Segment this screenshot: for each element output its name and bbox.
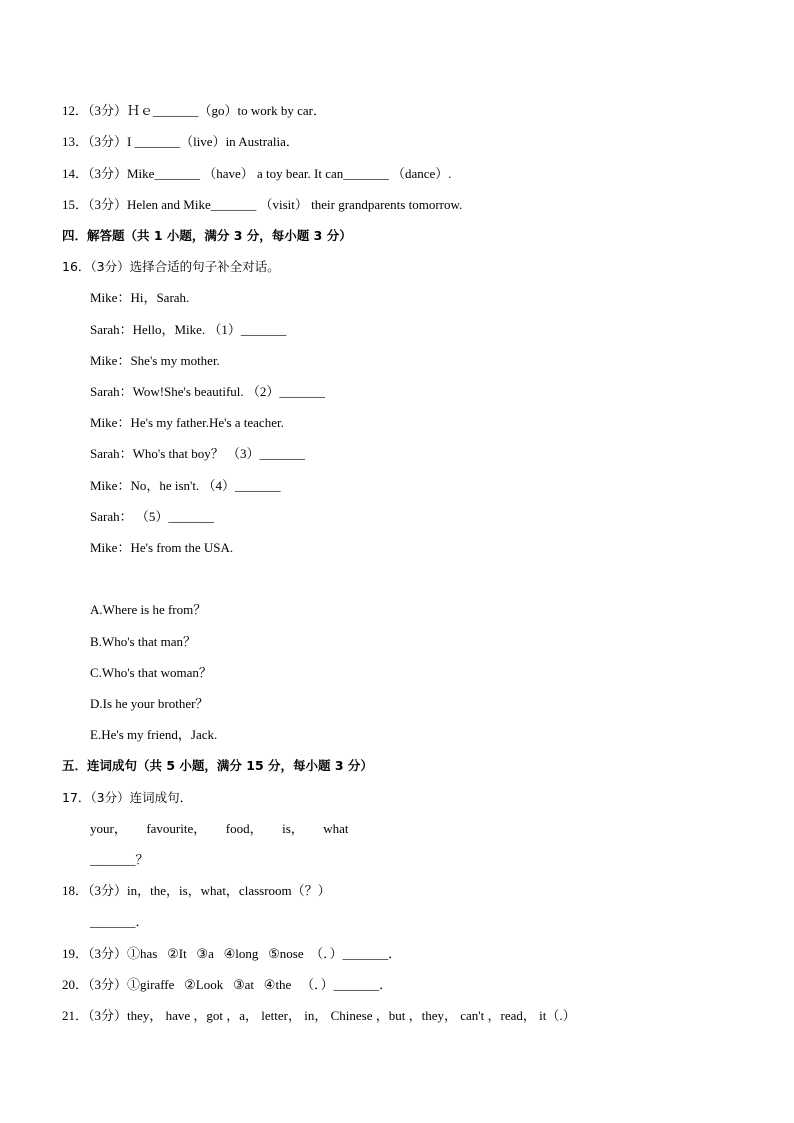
question-14: 14．（3分）Mike_______ （have） a toy bear. It can_______ （dance）. bbox=[62, 166, 452, 181]
question-13: 13．（3分）I _______（live）in Australia． bbox=[62, 134, 299, 149]
question-16: 16．（3分）选择合适的句子补全对话。 bbox=[62, 259, 280, 274]
question-17-words: your， favourite， food， is， what bbox=[90, 821, 349, 836]
question-19: 19．（3分）①has ②It ③a ④long ⑤nose （．）_______． bbox=[62, 946, 402, 961]
question-12: 12．（3分）Ｈｅ_______（go）to work by car． bbox=[62, 103, 326, 118]
dialog-line: Mike：No，he isn't. （4）_______ bbox=[90, 478, 281, 493]
question-18-answer-blank: _______． bbox=[90, 914, 149, 929]
question-17: 17．（3分）连词成句． bbox=[62, 790, 193, 805]
question-20: 20．（3分）①giraffe ②Look ③at ④the （．）_______． bbox=[62, 977, 393, 992]
dialog-line: Sarah： （5）_______ bbox=[90, 509, 214, 524]
dialog-line: Sarah：Hello，Mike. （1）_______ bbox=[90, 322, 287, 337]
section-5-heading: 五．连词成句（共 5 小题，满分 15 分，每小题 3 分） bbox=[62, 758, 373, 773]
option-d: D.Is he your brother？ bbox=[90, 696, 209, 711]
option-a: A.Where is he from？ bbox=[90, 602, 207, 617]
section-4-heading: 四．解答题（共 1 小题，满分 3 分，每小题 3 分） bbox=[62, 228, 352, 243]
dialog-line: Mike：Hi，Sarah. bbox=[90, 290, 190, 305]
dialog-line: Sarah：Who's that boy？ （3）_______ bbox=[90, 446, 306, 461]
question-15: 15．（3分）Helen and Mike_______ （visit） their grandparents tomorrow. bbox=[62, 197, 463, 212]
option-e: E.He's my friend，Jack. bbox=[90, 727, 218, 742]
question-17-answer-blank: _______？ bbox=[90, 852, 149, 867]
dialog-line: Mike：She's my mother. bbox=[90, 353, 220, 368]
option-b: B.Who's that man？ bbox=[90, 634, 196, 649]
dialog-line: Mike：He's from the USA. bbox=[90, 540, 234, 555]
question-21: 21．（3分）they， have ，got ，a， letter， in， Chinese ，but ，they， can't ，read， it（.） bbox=[62, 1008, 576, 1023]
option-c: C.Who's that woman？ bbox=[90, 665, 212, 680]
question-18: 18．（3分）in，the，is，what，classroom（？） bbox=[62, 883, 331, 898]
dialog-line: Sarah：Wow!She's beautiful. （2）_______ bbox=[90, 384, 325, 399]
dialog-line: Mike：He's my father.He's a teacher. bbox=[90, 415, 284, 430]
